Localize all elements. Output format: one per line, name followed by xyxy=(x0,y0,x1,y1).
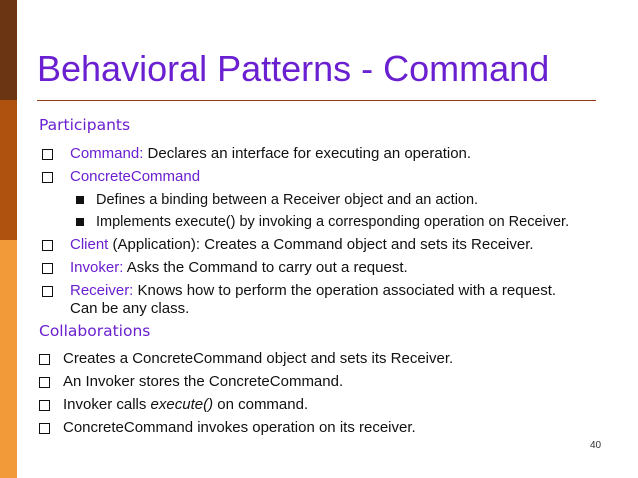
desc-client: (Application): Creates a Command object and sets its Receiver. xyxy=(108,236,534,253)
side-stripe-light xyxy=(0,240,17,478)
filled-square-bullet-icon xyxy=(76,218,84,226)
hollow-square-bullet-icon xyxy=(39,354,50,365)
hollow-square-bullet-icon xyxy=(39,400,50,411)
hollow-square-bullet-icon xyxy=(42,263,53,274)
hollow-square-bullet-icon xyxy=(39,423,50,434)
desc-receiver: Knows how to perform the operation associated with a request. xyxy=(133,282,557,299)
hollow-square-bullet-icon xyxy=(39,377,50,388)
side-stripe-dark xyxy=(0,0,17,100)
hollow-square-bullet-icon xyxy=(42,286,53,297)
term-client: Client xyxy=(70,236,109,253)
hollow-square-bullet-icon xyxy=(42,172,53,183)
term-receiver: Receiver: xyxy=(70,282,134,299)
desc-command: Declares an interface for executing an operation. xyxy=(143,145,472,162)
hollow-square-bullet-icon xyxy=(42,240,53,251)
term-command: Command: xyxy=(70,145,144,162)
collaborations-heading: Collaborations xyxy=(39,322,151,340)
page-number: 40 xyxy=(590,440,602,451)
receiver-desc-continued: Can be any class. xyxy=(70,300,190,317)
title-underline xyxy=(37,100,596,101)
desc-invoker: Asks the Command to carry out a request. xyxy=(123,259,408,276)
term-concretecommand: ConcreteCommand xyxy=(70,168,201,185)
side-stripe-mid xyxy=(0,100,17,240)
filled-square-bullet-icon xyxy=(76,196,84,204)
execute-method-name: execute() xyxy=(150,396,214,413)
hollow-square-bullet-icon xyxy=(42,149,53,160)
slide-title: Behavioral Patterns - Command xyxy=(37,48,550,89)
participants-heading: Participants xyxy=(39,116,131,134)
term-invoker: Invoker: xyxy=(70,259,124,276)
